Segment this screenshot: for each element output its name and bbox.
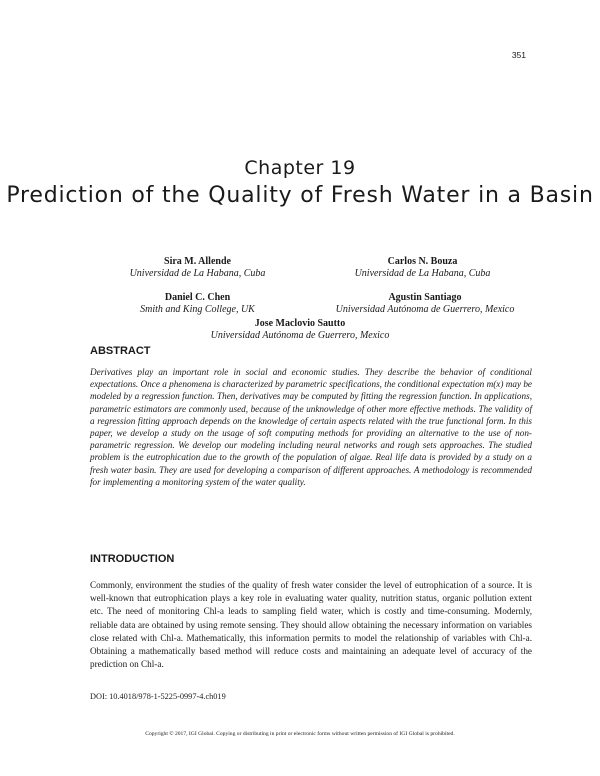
author-name: Daniel C. Chen — [164, 292, 231, 303]
copyright-notice: Copyright © 2017, IGI Global. Copying or distributing in print or electronic forms without written permission of IGI Global is prohibited. — [145, 731, 455, 737]
author-affiliation: Universidad de La Habana, Cuba — [354, 268, 491, 279]
author-affiliation: Smith and King College, UK — [140, 304, 255, 315]
author-block — [300, 292, 550, 316]
abstract-heading: ABSTRACT — [90, 345, 151, 357]
author-affiliation: Universidad Autónoma de Guerrero, Mexico — [335, 304, 515, 315]
page-number: 351 — [511, 50, 526, 60]
introduction-heading: INTRODUCTION — [90, 553, 175, 565]
chapter-label: Chapter 19 — [244, 157, 356, 179]
author-name: Sira M. Allende — [164, 256, 231, 267]
author-block — [150, 318, 450, 342]
author-block — [95, 256, 300, 280]
author-name: Agustin Santiago — [388, 292, 462, 303]
author-block — [320, 256, 525, 280]
chapter-title: Prediction of the Quality of Fresh Water in a Basin — [6, 183, 594, 208]
author-affiliation: Universidad Autónoma de Guerrero, Mexico — [210, 330, 390, 341]
doi: DOI: 10.4018/978-1-5225-0997-4.ch019 — [90, 692, 226, 701]
author-affiliation: Universidad de La Habana, Cuba — [129, 268, 266, 279]
introduction-text: Commonly, environment the studies of the quality of fresh water consider the level of eutrophication of a source. It is well-known that eutrophication plays a key role in evaluating water quality, nutrition status, organic pollution extent etc. The need of monitoring Chl-a leads to sampling field water, which is costly and time-consuming. Modernly, reliable data are obtained by using remote sensing. They should allow obtaining the necessary information on variables close related with Chl-a. Mathematically, this information permits to model the relationship of variables with Chl-a. Obtaining a mathematically based method will reduce costs and maintaining an adequate level of accuracy of the prediction on Chl-a. — [90, 580, 532, 670]
author-block — [95, 292, 300, 316]
author-name: Jose Maclovio Sautto — [254, 318, 346, 329]
abstract-text: Derivatives play an important role in social and economic studies. They describe the behavior of conditional expectations. Once a phenomena is characterized by parametric specifications, the conditional expectation m(x) may be modeled by a regression function. Then, derivatives may be computed by fitting the regression function. In applications, parametric estimators are commonly used, because of the unknowledge of other more effective methods. The validity of a regression fitting approach depends on the knowledge of certain aspects related with the true functional form. In this paper, we develop a study on the usage of soft computing methods for providing an alternative to the use of non-parametric regression. We develop our modeling including neural networks and rough sets approaches. The studied problem is the eutrophication due to the growth of the population of algae. Real life data is provided by a study on a fresh water basin. They are used for developing a comparison of different approaches. A methodology is recommended for implementing a monitoring system of the water quality. — [90, 367, 532, 487]
author-name: Carlos N. Bouza — [387, 256, 458, 267]
